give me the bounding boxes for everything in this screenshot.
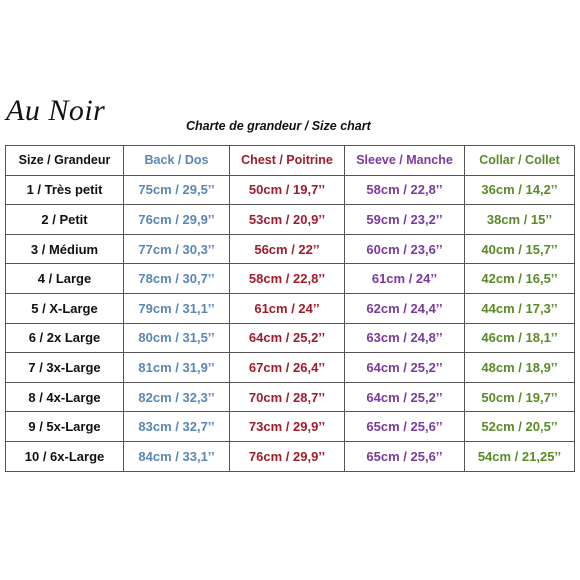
sleeve-cell: 58cm / 22,8’’: [345, 175, 465, 205]
size-chart-table: [5, 145, 575, 472]
sleeve-cell: 61cm / 24’’: [345, 264, 465, 294]
back-cell: 81cm / 31,9’’: [124, 353, 230, 383]
chest-cell: 67cm / 26,4’’: [230, 353, 345, 383]
table-row: [6, 441, 575, 471]
back-cell: 84cm / 33,1’’: [124, 441, 230, 471]
size-cell: 7 / 3x-Large: [6, 353, 124, 383]
brand-logo: Au Noir: [6, 94, 106, 127]
header-collar: Collar / Collet: [465, 146, 575, 176]
chest-cell: 73cm / 29,9’’: [230, 412, 345, 442]
size-cell: 5 / X-Large: [6, 293, 124, 323]
back-cell: 78cm / 30,7’’: [124, 264, 230, 294]
sleeve-cell: 63cm / 24,8’’: [345, 323, 465, 353]
chest-cell: 70cm / 28,7’’: [230, 382, 345, 412]
back-cell: 82cm / 32,3’’: [124, 382, 230, 412]
table-row: [6, 382, 575, 412]
header-chest: Chest / Poitrine: [230, 146, 345, 176]
chest-cell: 58cm / 22,8’’: [230, 264, 345, 294]
table-row: [6, 234, 575, 264]
table-row: [6, 175, 575, 205]
size-cell: 2 / Petit: [6, 205, 124, 235]
chest-cell: 53cm / 20,9’’: [230, 205, 345, 235]
header-size: Size / Grandeur: [6, 146, 124, 176]
sleeve-cell: 59cm / 23,2’’: [345, 205, 465, 235]
header-sleeve: Sleeve / Manche: [345, 146, 465, 176]
size-cell: 8 / 4x-Large: [6, 382, 124, 412]
header-back: Back / Dos: [124, 146, 230, 176]
size-cell: 6 / 2x Large: [6, 323, 124, 353]
sleeve-cell: 65cm / 25,6’’: [345, 412, 465, 442]
back-cell: 76cm / 29,9’’: [124, 205, 230, 235]
chest-cell: 76cm / 29,9’’: [230, 441, 345, 471]
table-row: [6, 293, 575, 323]
collar-cell: 50cm / 19,7’’: [465, 382, 575, 412]
size-cell: 3 / Médium: [6, 234, 124, 264]
collar-cell: 36cm / 14,2’’: [465, 175, 575, 205]
collar-cell: 42cm / 16,5’’: [465, 264, 575, 294]
sleeve-cell: 65cm / 25,6’’: [345, 441, 465, 471]
chest-cell: 56cm / 22’’: [230, 234, 345, 264]
back-cell: 83cm / 32,7’’: [124, 412, 230, 442]
size-cell: 10 / 6x-Large: [6, 441, 124, 471]
table-row: [6, 264, 575, 294]
table-row: [6, 323, 575, 353]
chest-cell: 50cm / 19,7’’: [230, 175, 345, 205]
back-cell: 80cm / 31,5’’: [124, 323, 230, 353]
table-row: [6, 205, 575, 235]
collar-cell: 38cm / 15’’: [465, 205, 575, 235]
sleeve-cell: 62cm / 24,4’’: [345, 293, 465, 323]
chest-cell: 64cm / 25,2’’: [230, 323, 345, 353]
back-cell: 77cm / 30,3’’: [124, 234, 230, 264]
chest-cell: 61cm / 24’’: [230, 293, 345, 323]
chart-subtitle: Charte de grandeur / Size chart: [186, 119, 371, 133]
collar-cell: 44cm / 17,3’’: [465, 293, 575, 323]
size-cell: 9 / 5x-Large: [6, 412, 124, 442]
collar-cell: 46cm / 18,1’’: [465, 323, 575, 353]
table-row: [6, 353, 575, 383]
sleeve-cell: 64cm / 25,2’’: [345, 382, 465, 412]
back-cell: 75cm / 29,5’’: [124, 175, 230, 205]
sleeve-cell: 64cm / 25,2’’: [345, 353, 465, 383]
size-cell: 4 / Large: [6, 264, 124, 294]
table-header-row: [6, 146, 575, 176]
sleeve-cell: 60cm / 23,6’’: [345, 234, 465, 264]
table-row: [6, 412, 575, 442]
collar-cell: 54cm / 21,25’’: [465, 441, 575, 471]
back-cell: 79cm / 31,1’’: [124, 293, 230, 323]
size-cell: 1 / Très petit: [6, 175, 124, 205]
collar-cell: 48cm / 18,9’’: [465, 353, 575, 383]
collar-cell: 40cm / 15,7’’: [465, 234, 575, 264]
collar-cell: 52cm / 20,5’’: [465, 412, 575, 442]
